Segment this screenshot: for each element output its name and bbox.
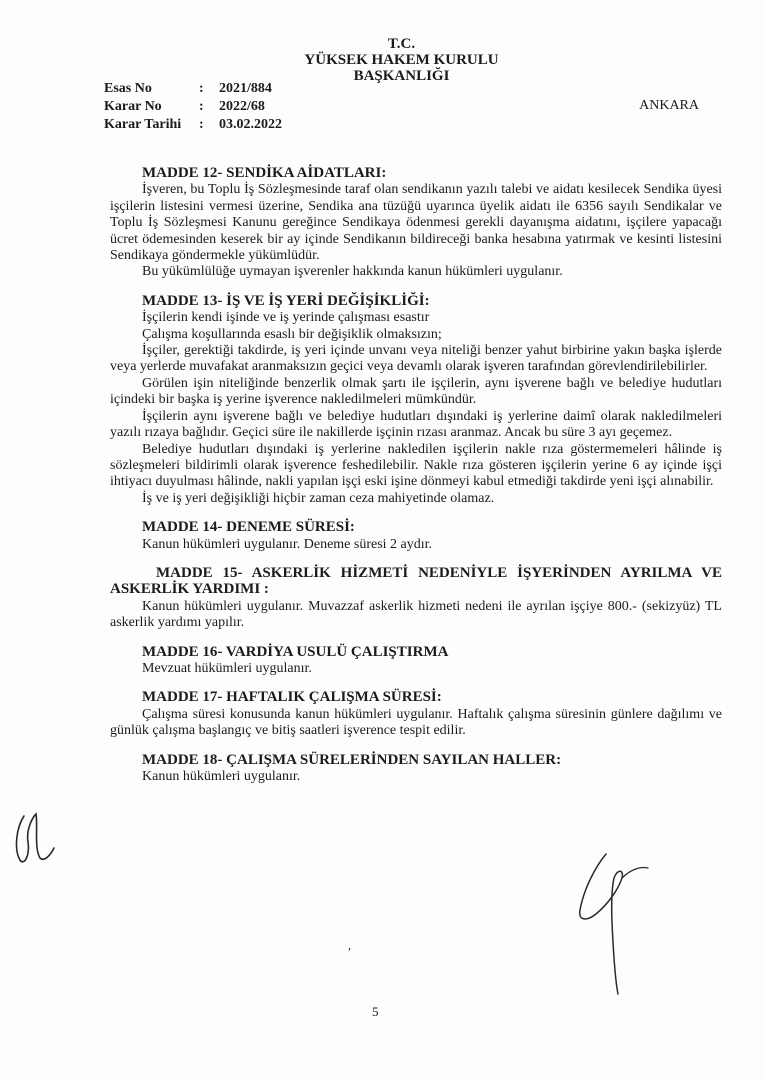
page-number: 5 — [372, 1004, 379, 1019]
meta-row-karar — [104, 98, 282, 116]
article-18-paragraph: Kanun hükümleri uygulanır. — [142, 769, 301, 784]
article-13-paragraph: İşçilerin kendi işinde ve iş yerinde çalışması esastır — [142, 310, 430, 326]
article-14-paragraph: Kanun hükümleri uygulanır. Deneme süresi 2 aydır. — [142, 536, 433, 552]
article-14-title: MADDE 14- DENEME SÜRESİ: — [142, 519, 355, 536]
header-tc: T.C. — [387, 36, 416, 52]
initials-signature — [10, 808, 58, 868]
header-institution: YÜKSEK HAKEM KURULU — [304, 52, 499, 68]
city-label: ANKARA — [639, 98, 699, 113]
meta-label: Karar No — [104, 99, 162, 114]
meta-row-karar-tarihi — [104, 116, 282, 134]
document-header — [0, 36, 763, 84]
article-13-paragraph: Çalışma koşullarında esaslı bir değişiklik olmaksızın; — [142, 326, 442, 342]
article-15-paragraph: Kanun hükümleri uygulanır. Muvazzaf askerlik hizmeti nedeni ile ayrılan işçiye 800.- (sekizyüz) TL askerlik yardımı yapılır. — [110, 598, 722, 631]
article-12-paragraph: Bu yükümlülüğe uymayan işverenler hakkında kanun hükümleri uygulanır. — [142, 264, 563, 280]
article-16-title: MADDE 16- VARDİYA USULÜ ÇALIŞTIRMA — [142, 643, 449, 660]
meta-colon: : — [199, 117, 204, 132]
article-18-title: MADDE 18- ÇALIŞMA SÜRELERİNDEN SAYILAN HALLER: — [142, 751, 562, 768]
stray-mark: , — [348, 938, 351, 952]
article-17-title: MADDE 17- HAFTALIK ÇALIŞMA SÜRESİ: — [142, 689, 442, 706]
article-13-paragraph: İşçilerin aynı işverene bağlı ve belediye hudutları dışındaki iş yerlerine daimî olarak nakledilmeleri yazılı rızaya bağlıdır. Geçici süre ile nakillerde işçinin rızası aranmaz. Ancak bu süre 3 ayı geçemez. — [110, 408, 722, 441]
header-department: BAŞKANLIĞI — [353, 68, 450, 84]
handwritten-signature — [566, 848, 654, 998]
article-13-paragraph: Belediye hudutları dışındaki iş yerlerine nakledilen işçilerin nakle rıza göstermemeleri hâlinde iş sözleşmeleri bildirimli olarak işverence feshedilebilir. Nakle rıza gösteren işçilerin yerine 6 ay içinde işçi ihtiyacı duyulması hâlinde, nakli yapılan işçi eski işine dönmeyi kabul etmediği takdirde yeni işçi alınabilir. — [110, 441, 722, 490]
article-15-title: MADDE 15- ASKERLİK HİZMETİ NEDENİYLE İŞYERİNDEN AYRILMA VE ASKERLİK YARDIMI : — [110, 564, 722, 598]
article-17-paragraph: Çalışma süresi konusunda kanun hükümleri uygulanır. Haftalık çalışma süresinin günlere dağılımı ve günlük çalışma başlangıç ve bitiş saatleri işverence tespit edilir. — [110, 706, 722, 739]
meta-value: 03.02.2022 — [219, 117, 282, 132]
meta-colon: : — [199, 81, 204, 96]
article-12-title: MADDE 12- SENDİKA AİDATLARI: — [142, 165, 387, 181]
article-13-title: MADDE 13- İŞ VE İŞ YERİ DEĞİŞİKLİĞİ: — [142, 292, 430, 309]
article-16-paragraph: Mevzuat hükümleri uygulanır. — [142, 660, 312, 676]
article-13-paragraph: İş ve iş yeri değişikliği hiçbir zaman ceza mahiyetinde olamaz. — [142, 490, 495, 506]
meta-row-esas — [104, 80, 282, 98]
article-13-paragraph: Görülen işin niteliğinde benzerlik olmak şartı ile işçilerin, aynı işverene bağlı ve belediye hudutları içindeki bir başka iş yerine işverence nakledilmeleri mümkündür. — [110, 375, 722, 408]
article-12-paragraph: İşveren, bu Toplu İş Sözleşmesinde taraf olan sendikanın yazılı talebi ve aidatı kesilecek Sendika üyesi işçilerin listesini vermesi üzerine, Sendika ana tüzüğü uyarınca üyelik aidatı ile 6356 sayılı Sendikalar ve Toplu İş Sözleşmesi Kanunu gereğince Sendikaya ödenmesi gerekli dayanışma aidatını, işçilere yapacağı ücret ödemesinden keserek bir ay içinde Sendikanın bildireceği banka hesabına yatırmak ve kesinti listesini Sendikaya göndermekle yükümlüdür. — [110, 182, 722, 264]
meta-label: Karar Tarihi — [104, 117, 182, 132]
meta-value: 2021/884 — [219, 81, 272, 96]
meta-label: Esas No — [104, 81, 152, 96]
meta-value: 2022/68 — [219, 99, 265, 114]
document-body — [110, 165, 722, 785]
case-meta — [104, 80, 282, 134]
meta-colon: : — [199, 99, 204, 114]
article-13-paragraph: İşçiler, gerektiği takdirde, iş yeri içinde unvanı veya niteliği benzer yahut birbirine yakın başka işlerde veya yerlerde muvafakat aranmaksızın geçici veya devamlı olarak işveren tarafından görevlendirilebilirler. — [110, 343, 722, 375]
